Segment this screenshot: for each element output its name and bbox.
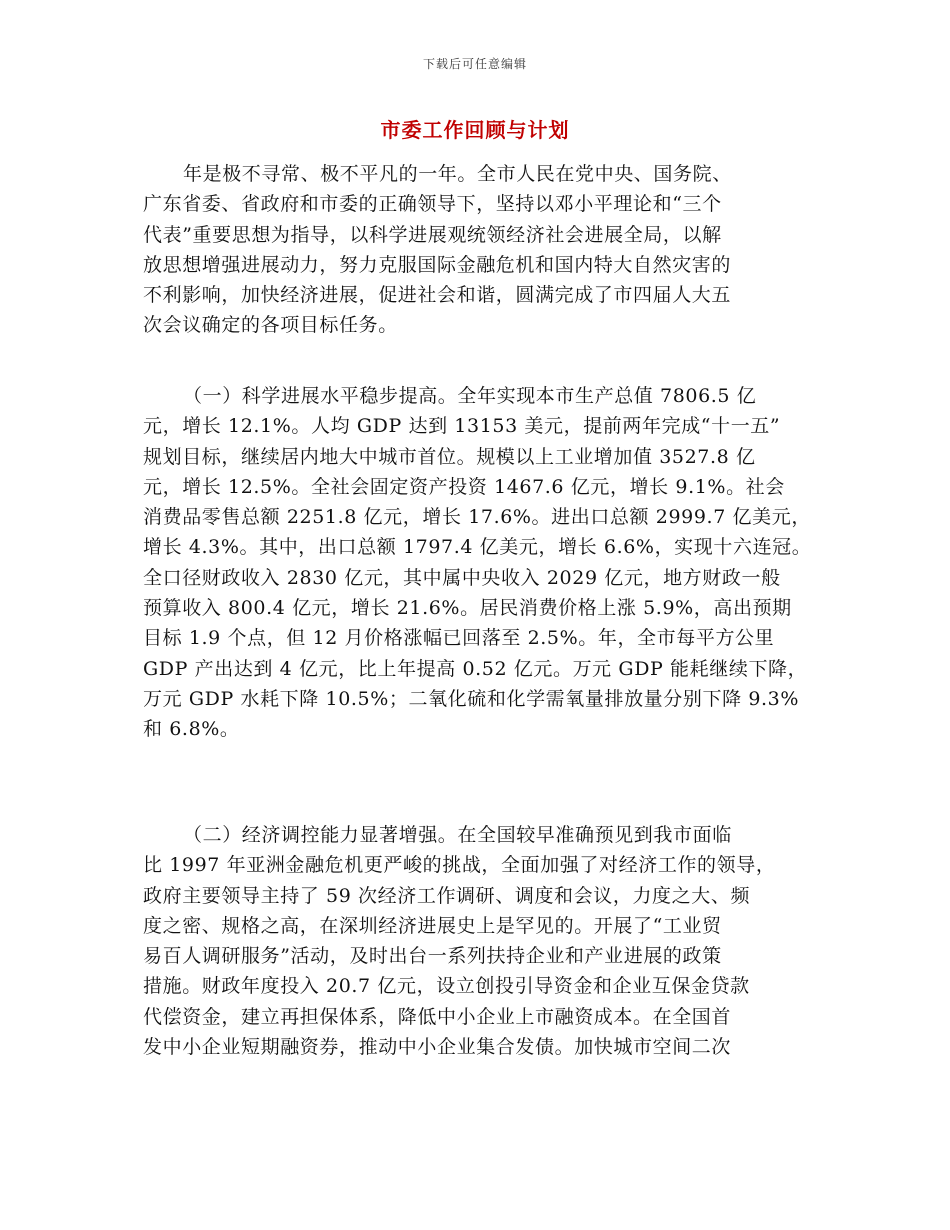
paragraph-line: 和 6.8%。 bbox=[143, 718, 240, 741]
paragraph-section-2 bbox=[143, 820, 813, 1062]
paragraph-line: 度之密、规格之高，在深圳经济进展史上是罕见的。开展了“工业贸 bbox=[143, 914, 722, 937]
paragraph-line: 年是极不寻常、极不平凡的一年。全市人民在党中央、国务院、 bbox=[183, 163, 732, 185]
paragraph-line: 政府主要领导主持了 59 次经济工作调研、调度和会议，力度之大、频 bbox=[143, 884, 751, 907]
paragraph-line: 预算收入 800.4 亿元，增长 21.6%。居民消费价格上涨 5.9%，高出预期 bbox=[143, 597, 792, 620]
paragraph-line: 增长 4.3%。其中，出口总额 1797.4 亿美元，增长 6.6%，实现十六连冠。 bbox=[143, 536, 812, 559]
paragraph-line: 措施。财政年度投入 20.7 亿元，设立创投引导资金和企业互保金贷款 bbox=[143, 975, 750, 998]
paragraph-line: 规划目标，继续居内地大中城市首位。规模以上工业增加值 3527.8 亿 bbox=[143, 445, 756, 468]
paragraph-line: 全口径财政收入 2830 亿元，其中属中央收入 2029 亿元，地方财政一般 bbox=[143, 566, 781, 589]
paragraph-line: 放思想增强进展动力，努力克服国际金融危机和国内特大自然灾害的 bbox=[143, 253, 732, 276]
paragraph-line: 发中小企业短期融资券，推动中小企业集合发债。加快城市空间二次 bbox=[143, 1036, 732, 1059]
paragraph-line: 万元 GDP 水耗下降 10.5%；二氧化硫和化学需氧量排放量分别下降 9.3% bbox=[143, 687, 799, 710]
paragraph-line: 广东省委、省政府和市委的正确领导下，坚持以邓小平理论和“三个 bbox=[143, 193, 722, 216]
paragraph-line: 元，增长 12.5%。全社会固定资产投资 1467.6 亿元，增长 9.1%。社会 bbox=[143, 475, 785, 498]
header-note: 下载后可任意编辑 bbox=[422, 57, 527, 71]
paragraph-line: 代表”重要思想为指导，以科学进展观统领经济社会进展全局，以解 bbox=[143, 223, 722, 246]
paragraph-line: 目标 1.9 个点，但 12 月价格涨幅已回落至 2.5%。年，全市每平方公里 bbox=[143, 627, 775, 650]
paragraph-section-1 bbox=[143, 381, 813, 745]
paragraph-line: 次会议确定的各项目标任务。 bbox=[143, 314, 398, 337]
paragraph-line: 元，增长 12.1%。人均 GDP 达到 13153 美元，提前两年完成“十一五” bbox=[143, 415, 781, 438]
paragraph-line: （二）经济调控能力显著增强。在全国较早准确预见到我市面临 bbox=[183, 824, 732, 846]
paragraph-line: 代偿资金，建立再担保体系，降低中小企业上市融资成本。在全国首 bbox=[143, 1005, 732, 1028]
paragraph-line: 不利影响，加快经济进展，促进社会和谐，圆满完成了市四届人大五 bbox=[143, 284, 732, 307]
paragraph-line: 易百人调研服务”活动，及时出台一系列扶持企业和产业进展的政策 bbox=[143, 945, 722, 968]
paragraph-line: GDP 产出达到 4 亿元，比上年提高 0.52 亿元。万元 GDP 能耗继续下降， bbox=[143, 657, 808, 680]
paragraph-intro bbox=[143, 159, 813, 341]
paragraph-line: （一）科学进展水平稳步提高。全年实现本市生产总值 7806.5 亿 bbox=[183, 385, 757, 407]
paragraph-line: 消费品零售总额 2251.8 亿元，增长 17.6%。进出口总额 2999.7 亿美元， bbox=[143, 506, 811, 529]
paragraph-line: 比 1997 年亚洲金融危机更严峻的挑战，全面加强了对经济工作的领导， bbox=[143, 854, 776, 877]
document-title: 市委工作回顾与计划 bbox=[380, 118, 570, 142]
